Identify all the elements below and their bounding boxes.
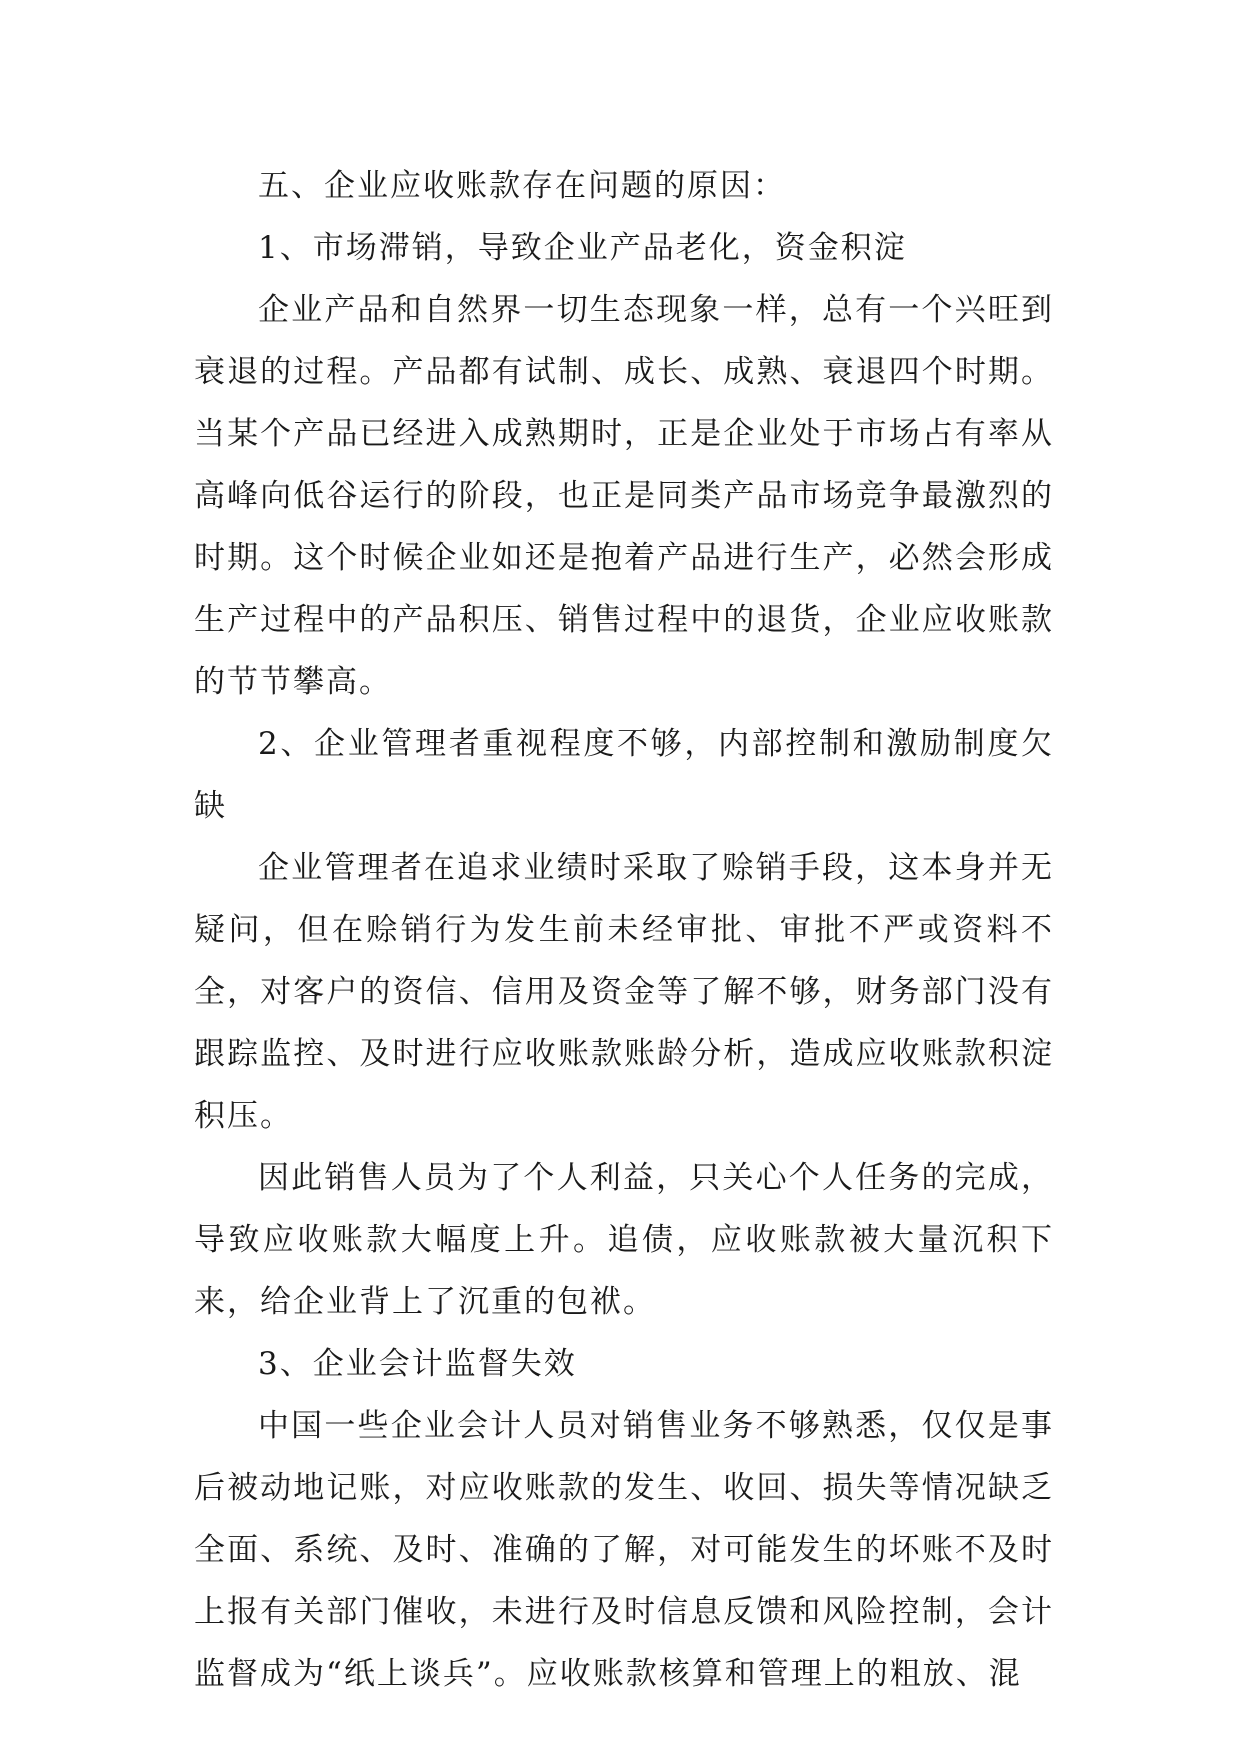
document-body [194,155,1054,1705]
section-heading-reasons: 五、企业应收账款存在问题的原因： [258,168,786,204]
subheading-accounting-supervision: 3、企业会计监督失效 [258,1346,577,1382]
paragraph-credit-sales: 企业管理者在追求业绩时采取了赊销手段，这本身并无疑问，但在赊销行为发生前未经审批、审批不严或资料不全，对客户的资信、信用及资金等了解不够，财务部门没有跟踪监控、及时进行应收账款账龄分析，造成应收账款积淀积压。 [194,850,1054,1134]
paragraph-sales-personnel: 因此销售人员为了个人利益，只关心个人任务的完成，导致应收账款大幅度上升。追债，应收账款被大量沉积下来，给企业背上了沉重的包袱。 [194,1160,1054,1320]
subheading-management-attention: 2、企业管理者重视程度不够，内部控制和激励制度欠缺 [194,726,1054,824]
paragraph-product-lifecycle: 企业产品和自然界一切生态现象一样，总有一个兴旺到衰退的过程。产品都有试制、成长、成熟、衰退四个时期。当某个产品已经进入成熟期时，正是企业处于市场占有率从高峰向低谷运行的阶段，也正是同类产品市场竞争最激烈的时期。这个时候企业如还是抱着产品进行生产，必然会形成生产过程中的产品积压、销售过程中的退货，企业应收账款的节节攀高。 [194,292,1054,700]
subheading-market-stagnation: 1、市场滞销，导致企业产品老化，资金积淀 [258,230,907,266]
paragraph-accounting-staff: 中国一些企业会计人员对销售业务不够熟悉，仅仅是事后被动地记账，对应收账款的发生、收回、损失等情况缺乏全面、系统、及时、准确的了解，对可能发生的坏账不及时上报有关部门催收，未进行及时信息反馈和风险控制，会计监督成为“纸上谈兵”。应收账款核算和管理上的粗放、混 [194,1408,1054,1692]
